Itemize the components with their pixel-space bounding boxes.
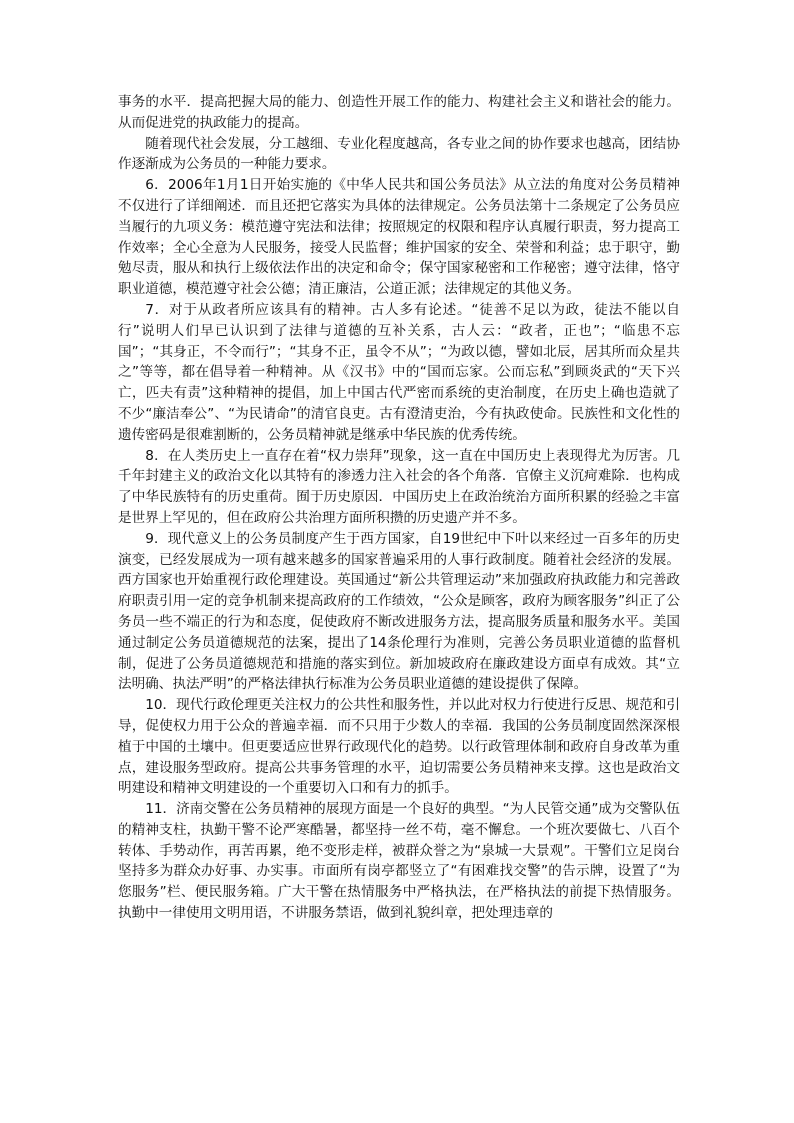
- paragraph-3: 6．2006年1月1日开始实施的《中华人民共和国公务员法》从立法的角度对公务员精神不仅进行了详细阐述．而且还把它落实为具体的法律规定。公务员法第十二条规定了公务员应当履行的九项义务：模范遵守宪法和法律；按照规定的权限和程序认真履行职责，努力提高工作效率；全心全意为人民服务，接受人民监督；维护国家的安全、荣誉和利益；忠于职守，勤勉尽责，服从和执行上级依法作出的决定和命令；保守国家秘密和工作秘密；遵守法律，恪守职业道德，模范遵守社会公德；清正廉洁，公道正派；法律规定的其他义务。: [118, 177, 680, 298]
- paragraph-4: 7．对于从政者所应该具有的精神。古人多有论述。“徒善不足以为政，徒法不能以自行”说明人们早已认识到了法律与道德的互补关系，古人云：“政者，正也”；“临患不忘国”；“其身正，不令而行”；“其身不正，虽令不从”；“为政以德，譬如北辰，居其所而众星共之”等等，都在倡导着一种精神。从《汉书》中的“国而忘家。公而忘私”到顾炎武的“天下兴亡，匹夫有责”这种精神的提倡，加上中国古代严密而系统的吏治制度，在历史上确也造就了不少“廉洁奉公”、“为民请命”的清官良吏。古有澄清吏治，今有执政使命。民族性和文化性的遗传密码是很难割断的，公务员精神就是继承中华民族的优秀传统。: [118, 301, 680, 443]
- document-body: [118, 92, 680, 924]
- paragraph-6: 9．现代意义上的公务员制度产生于西方国家，自19世纪中下叶以来经过一百多年的历史演变，已经发展成为一项有越来越多的国家普遍采用的人事行政制度。随着社会经济的发展。西方国家也开始重视行政伦理建设。英国通过“新公共管理运动”来加强政府执政能力和完善政府职责引用一定的竞争机制来提高政府的工作绩效，“公众是顾客，政府为顾客服务”纠正了公务员一些不端正的行为和态度，促使政府不断改进服务方法，提高服务质量和服务水平。美国通过制定公务员道德规范的法案，提出了14条伦理行为准则，完善公务员职业道德的监督机制，促进了公务员道德规范和措施的落实到位。新加坡政府在廉政建设方面卓有成效。其“立法明确、执法严明”的严格法律执行标准为公务员职业道德的建设提供了保障。: [118, 530, 680, 693]
- paragraph-5: 8．在人类历史上一直存在着“权力崇拜”现象，这一直在中国历史上表现得尤为厉害。几千年封建主义的政治文化以其特有的渗透力注入社会的各个角落．官僚主义沉疴难除．也构成了中华民族特有的历史重荷。囿于历史原因．中国历史上在政治统治方面所积累的经验之丰富是世界上罕见的，但在政府公共治理方面所积攒的历史遗产并不多。: [118, 447, 680, 526]
- paragraph-7: 10．现代行政伦理更关注权力的公共性和服务性，并以此对权力行使进行反思、规范和引导，促使权力用于公众的普遍幸福．而不只用于少数人的幸福．我国的公务员制度固然深深根植于中国的土壤中。但更要适应世界行政现代化的趋势。以行政管理体制和政府自身改革为重点，建设服务型政府。提高公共事务管理的水平，迫切需要公务员精神来支撑。这也是政治文明建设和精神文明建设的一个重要切入口和有力的抓手。: [118, 697, 680, 797]
- paragraph-2: 随着现代社会发展，分工越细、专业化程度越高，各专业之间的协作要求也越高，团结协作逐渐成为公务员的一种能力要求。: [118, 135, 680, 173]
- paragraph-1: 事务的水平．提高把握大局的能力、创造性开展工作的能力、构建社会主义和谐社会的能力。从而促进党的执政能力的提高。: [118, 94, 680, 131]
- paragraph-8: 11．济南交警在公务员精神的展现方面是一个良好的典型。“为人民管交通”成为交警队伍的精神支柱，执勤干警不论严寒酷暑，都坚持一丝不苟，毫不懈怠。一个班次要做七、八百个转体、手势动作，再苦再累，绝不变形走样，被群众誉之为“泉城一大景观”。干警们立足岗台坚持多为群众办好事、办实事。市面所有岗亭都竖立了“有困难找交警”的告示牌，设置了“为您服务”栏、便民服务箱。广大干警在热情服务中严格执法，在严格执法的前提下热情服务。执勤中一律使用文明用语，不讲服务禁语，做到礼貌纠章，把处理违章的: [118, 801, 680, 922]
